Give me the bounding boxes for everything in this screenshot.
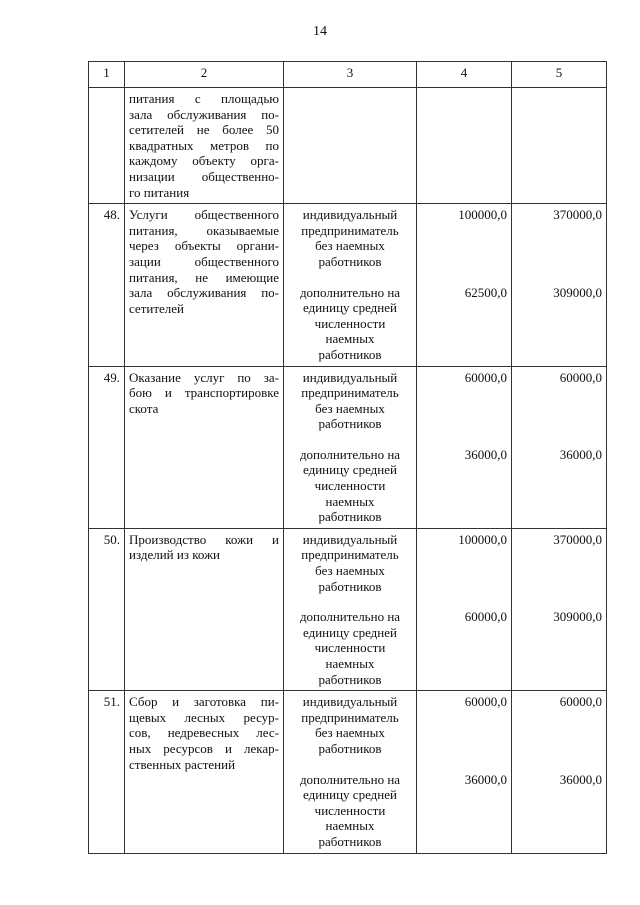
col5-value-additional: 309000,0 [553,609,602,625]
activity-name-line: сетителей [129,300,185,316]
category-entrepreneur [288,532,412,594]
category-line: численности [314,315,386,331]
continuation-col4-cell [417,88,512,204]
table-row [89,691,607,853]
category-line: работников [318,416,382,432]
category-gap [288,757,412,772]
activity-name-line: Сбор и заготовка пи- [129,694,279,710]
category-additional [288,609,412,687]
col4-value-entrepreneur: 60000,0 [464,369,507,385]
col5-value-additional: 309000,0 [553,284,602,300]
category-line: индивидуальный [302,694,398,710]
page-number: 14 [313,24,327,39]
category-line: без наемных [315,725,385,741]
col5-value-entrepreneur: 370000,0 [553,531,602,547]
activity-name-line: питания, оказываемые [129,222,279,238]
continuation-line: питания с площадью [129,91,279,106]
activity-name-line: питания, не имеющие [129,269,279,285]
activity-name-line: ных ресурсов и лекар- [129,740,279,756]
category-line: наемных [325,493,375,509]
category-entrepreneur [288,370,412,432]
continuation-line: каждому объекту орга- [129,153,279,169]
category-additional [288,285,412,363]
col4-cell [417,528,512,690]
continuation-name-cell [125,88,284,204]
category-additional [288,772,412,850]
activity-name-line: сов, недревесных лес- [129,725,279,741]
category-cell [284,528,417,690]
col4-value-entrepreneur: 100000,0 [458,207,507,223]
col4-value-additional: 60000,0 [464,609,507,625]
activity-name-line: бою и транспортировке [129,385,279,401]
continuation-col5-cell [512,88,607,204]
continuation-line: низации общественно- [129,168,279,184]
col5-value-additional: 36000,0 [559,446,602,462]
col5-spacer [516,385,602,447]
col4-cell [417,691,512,853]
category-additional [288,447,412,525]
header-col-4: 4 [417,62,512,88]
activity-name-line: Услуги общественного [129,207,279,223]
activity-name-line: щевых лесных ресур- [129,709,279,725]
table-row [89,204,607,366]
activity-name-line: ственных растений [129,756,236,772]
category-line: без наемных [315,563,385,579]
category-line: предприниматель [301,222,399,238]
col5-spacer [516,547,602,609]
category-line: работников [318,578,382,594]
activity-name [129,207,279,316]
col5-value-additional: 36000,0 [559,771,602,787]
category-gap [288,432,412,447]
category-line: работников [318,509,382,525]
row-number: 51. [89,691,125,853]
col4-value-additional: 36000,0 [464,771,507,787]
continuation-line: сетителей не более 50 [129,122,279,138]
data-table [88,61,607,854]
category-line: дополнительно на [299,609,401,625]
category-entrepreneur [288,694,412,756]
activity-name-cell [125,691,284,853]
category-line: численности [314,640,386,656]
col5-cell [512,691,607,853]
header-col-5: 5 [512,62,607,88]
category-line: работников [318,740,382,756]
category-cell [284,366,417,528]
activity-name-line: зации общественного [129,253,279,269]
activity-name-cell [125,366,284,528]
col4-cell [417,204,512,366]
category-line: наемных [325,818,375,834]
continuation-line: квадратных метров по [129,137,279,153]
category-line: дополнительно на [299,771,401,787]
col5-value-entrepreneur: 60000,0 [559,369,602,385]
header-col-1: 1 [89,62,125,88]
category-line: предприниматель [301,547,399,563]
activity-name [129,370,279,417]
table-row [89,528,607,690]
category-line: индивидуальный [302,207,398,223]
header-col-2: 2 [125,62,284,88]
table-row [89,366,607,528]
continuation-line: зала обслуживания по- [129,106,279,122]
category-line: без наемных [315,400,385,416]
activity-name-line: зала обслуживания по- [129,285,279,301]
activity-name-line: Оказание услуг по за- [129,369,279,385]
category-gap [288,270,412,285]
continuation-num-cell [89,88,125,204]
category-line: единицу средней [303,300,397,316]
category-cell [284,204,417,366]
category-line: численности [314,478,386,494]
category-line: дополнительно на [299,446,401,462]
col5-value-entrepreneur: 60000,0 [559,694,602,710]
col5-cell [512,528,607,690]
col4-spacer [421,710,507,772]
category-line: работников [318,671,382,687]
category-line: наемных [325,331,375,347]
col4-value-entrepreneur: 60000,0 [464,694,507,710]
col4-value-additional: 36000,0 [464,446,507,462]
activity-name-cell [125,204,284,366]
category-line: единицу средней [303,787,397,803]
col5-spacer [516,710,602,772]
col4-spacer [421,547,507,609]
activity-name-line: через объекты органи- [129,238,279,254]
activity-name-line: изделий из кожи [129,547,221,563]
category-line: без наемных [315,238,385,254]
col5-cell [512,204,607,366]
header-col-3: 3 [284,62,417,88]
category-line: работников [318,833,382,849]
continuation-row [89,88,607,204]
header-row [89,62,607,88]
category-line: единицу средней [303,462,397,478]
continuation-text [129,91,279,200]
row-number: 49. [89,366,125,528]
category-gap [288,594,412,609]
col5-cell [512,366,607,528]
activity-name [129,532,279,563]
col4-spacer [421,385,507,447]
continuation-line: го питания [129,184,190,200]
category-line: работников [318,253,382,269]
category-line: наемных [325,656,375,671]
category-line: индивидуальный [302,531,398,547]
col4-value-entrepreneur: 100000,0 [458,531,507,547]
row-number: 48. [89,204,125,366]
col5-value-entrepreneur: 370000,0 [553,207,602,223]
category-entrepreneur [288,207,412,269]
col5-spacer [516,223,602,285]
category-line: индивидуальный [302,369,398,385]
row-number: 50. [89,528,125,690]
activity-name-line: Производство кожи и [129,531,279,547]
category-cell [284,691,417,853]
activity-name-cell [125,528,284,690]
col4-spacer [421,223,507,285]
category-line: дополнительно на [299,284,401,300]
col4-value-additional: 62500,0 [464,284,507,300]
category-line: предприниматель [301,709,399,725]
category-line: работников [318,346,382,362]
continuation-cat-cell [284,88,417,204]
category-line: единицу средней [303,624,397,640]
activity-name [129,694,279,772]
category-line: численности [314,802,386,818]
col4-cell [417,366,512,528]
activity-name-line: скота [129,400,159,416]
category-line: предприниматель [301,385,399,401]
